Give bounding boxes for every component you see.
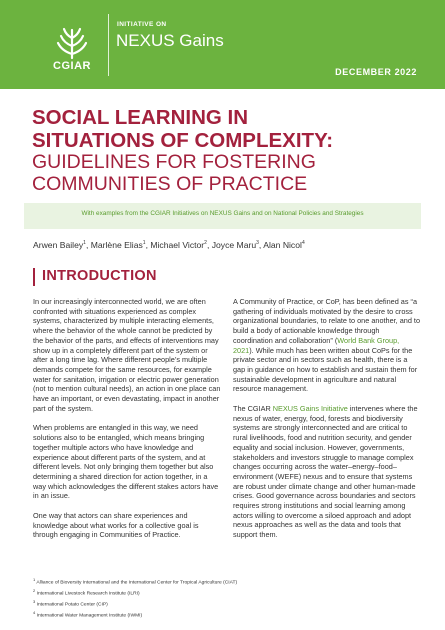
footnote [33,576,423,587]
author-name: Marlène Elias [90,240,143,250]
paragraph-text: A Community of Practice, or CoP, has been defined as “a gathering of individuals motivated by the desire to cross organizational boundaries, to relate to one another, and to build a body of actionable knowledge through coordination and collaboration” ( [233,297,421,345]
logo-text: CGIAR [53,60,91,72]
paragraph: In our increasingly interconnected world, we are often confronted with situations experienced as complex systems, characterized by multiple interacting elements, where the behavior of the whole cannot be predicted by the behavior of the parts, and effects of interventions may show up in a completely different part of the system or after a long time lag. Where different people’s multiple demands compete for the same resources, for example water for sanitation, irrigation or electric power generation (not to mention cultural needs), an action in one place can have an important, or even devastating, impact in another part of the system. [33,297,221,413]
footnote-number: 4 [33,610,36,616]
footnote [33,598,423,609]
initiative-name: NEXUS Gains [116,31,224,50]
paragraph [233,297,421,394]
footnote-text: International Water Management Institute (IWMI) [36,614,143,619]
section-accent-bar [33,268,35,286]
footnote-text: International Potato Center (CIP) [36,602,108,608]
footnotes [33,576,423,621]
publication-date: DECEMBER 2022 [335,67,417,77]
author-separator: , [206,240,212,250]
section-heading: INTRODUCTION [42,268,157,284]
author-affiliation: 2 [204,240,207,247]
author-name: Michael Victor [150,240,205,250]
header-banner [0,0,445,89]
paragraph: When problems are entangled in this way, we need solutions also to be entangled, which means bringing together multiple actors who have knowledge and experience about different parts of the system, and at different levels. Not only bringing them together but also determining a shared direction for action together, in a way which acknowledges the different stakes actors have in an issue. [33,423,219,501]
author-name: Joyce Maru [211,240,257,250]
author-affiliation: 1 [142,240,146,247]
left-column [33,297,221,550]
examples-band [24,203,421,229]
footnote [33,609,423,620]
paragraph-text: intervenes where the nexus of water, energy, food, forests and biodiversity systems are strongly interconnected and are critical to rural livelihoods, food and nutrition security, and gender equality and social inclusion. However, governments, stakeholders and investors struggle to manage complex changes occurring across the water–energy–food–environment (WEFE) nexus and to ensure that systems are robust under climate change and other human-made crises. Good governance across boundaries and sectors requires strong institutions and social learning among actors willing to overcome a siloed approach and adopt nexus approaches as well as the data and tools that support them. [233,404,418,540]
footnote-number: 2 [33,588,36,594]
subtitle-line-1: GUIDELINES FOR FOSTERING [32,151,316,173]
paragraph-text: ). While much has been written about CoPs for the private sector and in sectors such as health, there is a gap in guidance on how to establish and sustain them for sustainable development in agriculture and natural resource management. [233,345,418,394]
title-line-2: SITUATIONS OF COMPLEXITY: [32,128,334,152]
footnote-text: International Livestock Research Institute (ILRI) [36,591,140,597]
world-bank-link[interactable]: World Bank Group, 2021 [233,335,400,355]
author-affiliation: 1 [83,240,86,247]
author-list [33,240,305,250]
footnote-number: 1 [33,577,36,582]
header-divider [108,14,109,76]
footnote-number: 3 [33,599,36,605]
author-name: Alan Nicol [263,240,302,250]
footnote-text: Alliance of Bioversity International and the International Center for Tropical Agriculture (CIAT) [36,580,238,586]
author-affiliation: 4 [301,240,305,247]
paragraph: One way that actors can share experiences and knowledge about what works for a collective goal is through engaging in Communities of Practice. [33,511,199,540]
paragraph [233,404,421,540]
document-title [32,107,422,195]
footnote [33,587,423,598]
author-affiliation: 3 [256,240,259,247]
subtitle-line-2: COMMUNITIES OF PRACTICE [32,172,308,195]
examples-text: With examples from the CGIAR Initiatives on NEXUS Gains and on National Policies and Strategies [81,210,364,217]
author-separator: , [85,240,91,250]
author-name: Arwen Bailey [33,240,84,250]
paragraph-text: The CGIAR [233,404,273,414]
initiative-label: INITIATIVE ON [117,21,167,28]
title-line-1: SOCIAL LEARNING IN [32,106,249,129]
right-column [233,297,421,550]
nexus-gains-link[interactable]: NEXUS Gains Initiative [272,404,348,414]
author-separator: , [258,240,264,250]
author-separator: , [145,240,151,250]
